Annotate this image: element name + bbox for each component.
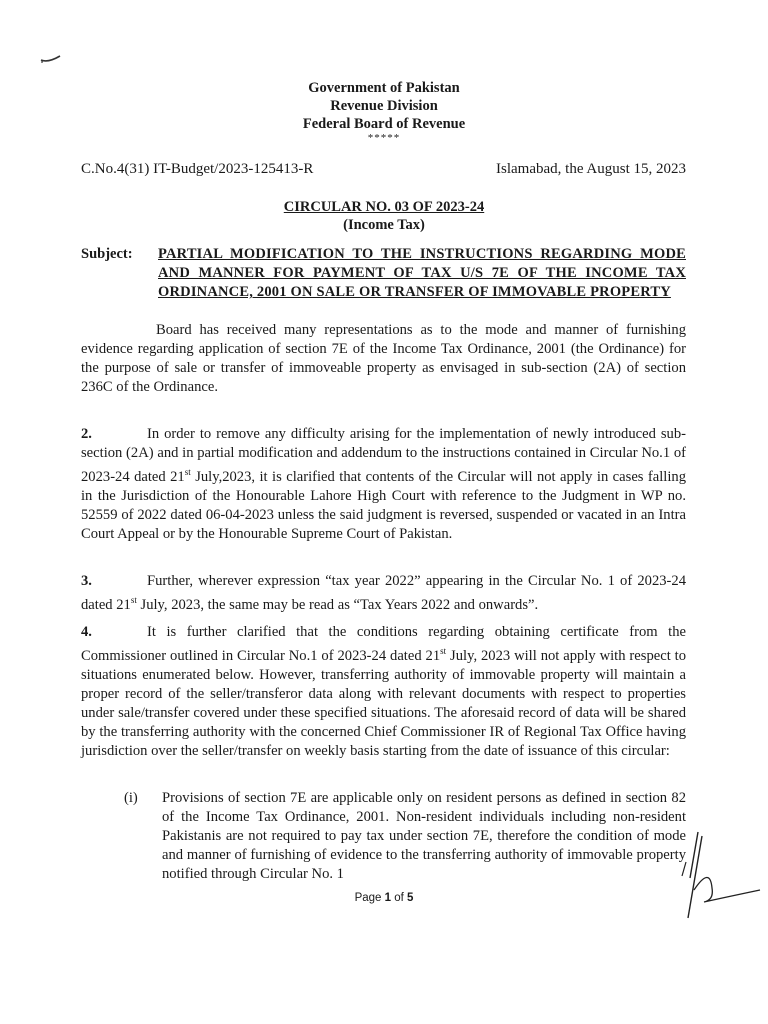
paragraph-1 <box>81 321 686 397</box>
paragraph-2-number: 2. <box>81 426 92 442</box>
header-board: Federal Board of Revenue <box>302 116 466 132</box>
initials-signature <box>676 826 762 922</box>
subject-text: PARTIAL MODIFICATION TO THE INSTRUCTIONS REGARDING MODE AND MANNER FOR PAYMENT OF TAX U/S 7E OF THE INCOME TAX ORDINANCE, 2001 ON SALE OR TRANSFER OF IMMOVABLE PROPERTY <box>158 246 686 300</box>
circular-title: CIRCULAR NO. 03 OF 2023-24 <box>283 199 485 215</box>
paragraph-4-number: 4. <box>81 624 92 640</box>
page-footer: Page 1 of 5 <box>354 892 414 904</box>
paragraph-3-number: 3. <box>81 573 92 589</box>
letterhead <box>0 79 768 143</box>
header-stars: ***** <box>367 132 401 144</box>
subject-block <box>81 245 686 302</box>
sub-item-number: (i) <box>124 790 138 806</box>
paragraph-2: 2. In order to remove any difficulty arising for the implementation of newly introduced sub-section (2A) and in partial modification and addendum to the instructions contained in Circular No.1 of 2023-24 dated 21st July,2023, it is clarified that contents of the Circular will not apply in cases falling in the Jurisdiction of the Honourable Lahore High Court with reference to the Judgment in WP no. 52559 of 2022 dated 06-04-2023 unless the said judgment is reversed, suspended or vacated in an Intra Court Appeal or by the Honourable Supreme Court of Pakistan. <box>81 426 687 542</box>
header-division: Revenue Division <box>330 98 438 114</box>
circular-subtitle: (Income Tax) <box>343 217 425 233</box>
paragraph-3: 3. Further, wherever expression “tax year 2022” appearing in the Circular No. 1 of 2023-24 dated 21st July, 2023, the same may be read as “Tax Years 2022 and onwards”. <box>81 573 686 613</box>
circular-heading <box>0 198 768 234</box>
reference-line <box>81 161 686 178</box>
paragraph-4: 4. It is further clarified that the conditions regarding obtaining certificate from the Commissioner outlined in Circular No.1 of 2023-24 dated 21st July, 2023 will not apply with respect to situations enumerated below. However, transferring authority of immovable property will maintain a proper record of the seller/transferor data along with relevant documents with respect to properties under sale/transfer covered under these specified situations. The aforesaid record of data will be shared by the transferring authority with the concerned Chief Commissioner IR of Regional Tax Office having jurisdiction over the seller/transfer on weekly basis starting from the date of issuance of this circular: <box>81 624 686 759</box>
sub-item-text: Provisions of section 7E are applicable only on resident persons as defined in section 82 of the Income Tax Ordinance, 2001. Non-resident individuals including non-resident Pakistanis are not required to pay tax under section 7E, therefore the condition of mode and manner of furnishing of evidence to the transferring authority of immovable property notified through Circular No. 1 <box>162 790 686 882</box>
paragraph-1-text: Board has received many representations as to the mode and manner of furnishing evidence regarding application of section 7E of the Income Tax Ordinance, 2001 (the Ordinance) for the purpose of sale or transfer of immoveable property as envisaged in sub-section (2A) of section 236C of the Ordinance. <box>81 322 686 395</box>
place-date: Islamabad, the August 15, 2023 <box>496 161 686 177</box>
scan-mark <box>38 46 64 66</box>
page-total: 5 <box>407 892 414 904</box>
subject-label: Subject: <box>81 246 133 262</box>
header-government: Government of Pakistan <box>308 80 460 96</box>
reference-number: C.No.4(31) IT-Budget/2023-125413-R <box>81 161 314 177</box>
page-current: 1 <box>384 892 392 904</box>
sub-item-i <box>124 789 686 884</box>
